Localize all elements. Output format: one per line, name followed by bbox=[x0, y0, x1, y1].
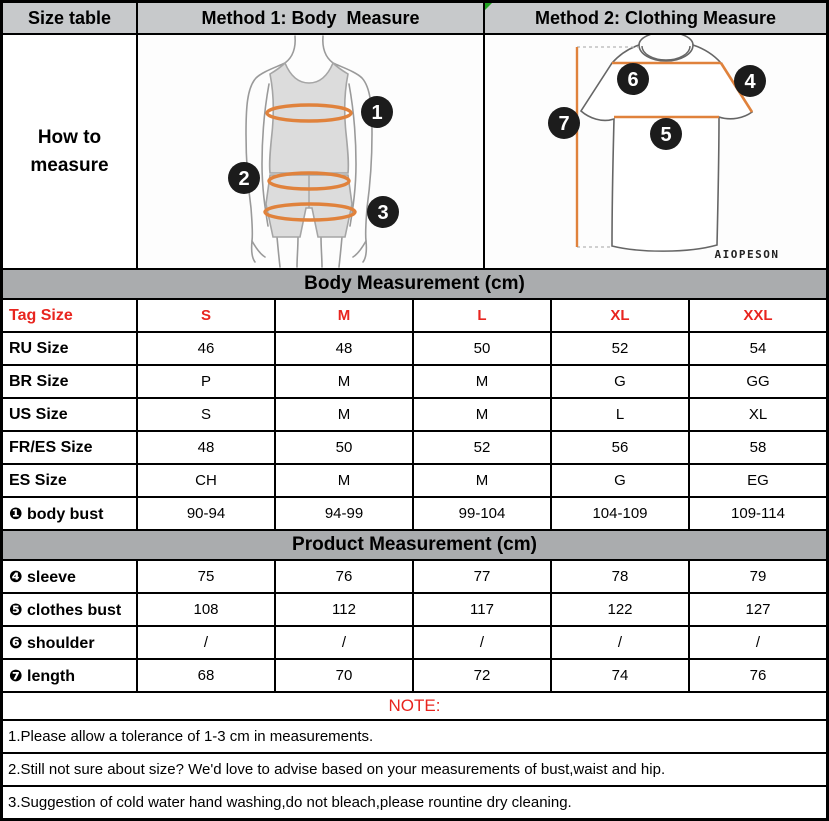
note-item: 1.Please allow a tolerance of 1-3 cm in measurements. bbox=[3, 721, 826, 752]
row-label: FR/ES Size bbox=[3, 432, 136, 463]
table-cell: 68 bbox=[138, 660, 274, 691]
table-cell: 104-109 bbox=[552, 498, 688, 529]
marker-6-label: 6 bbox=[627, 69, 639, 91]
table-cell: 52 bbox=[414, 432, 550, 463]
table-cell: 48 bbox=[138, 432, 274, 463]
size-col-header: XXL bbox=[690, 300, 826, 331]
marker-7-label: 7 bbox=[558, 113, 570, 135]
body-figure-illustration bbox=[138, 35, 483, 268]
table-cell: / bbox=[138, 627, 274, 658]
table-cell: 50 bbox=[276, 432, 412, 463]
body-measurement-title: Body Measurement (cm) bbox=[3, 270, 826, 298]
table-cell: 54 bbox=[690, 333, 826, 364]
table-cell: 70 bbox=[276, 660, 412, 691]
table-cell: 117 bbox=[414, 594, 550, 625]
table-cell: 77 bbox=[414, 561, 550, 592]
row-label: ❻ shoulder bbox=[3, 627, 136, 658]
table-cell: 50 bbox=[414, 333, 550, 364]
table-cell: 127 bbox=[690, 594, 826, 625]
row-label: ❶ body bust bbox=[3, 498, 136, 529]
table-cell: G bbox=[552, 366, 688, 397]
size-col-header: XL bbox=[552, 300, 688, 331]
row-label: RU Size bbox=[3, 333, 136, 364]
tag-size-header: Tag Size bbox=[3, 300, 136, 331]
brand-text: AIOPESON bbox=[714, 248, 780, 261]
row-label: ❺ clothes bust bbox=[3, 594, 136, 625]
size-col-header: L bbox=[414, 300, 550, 331]
note-title: NOTE: bbox=[3, 693, 826, 719]
body-measure-diagram bbox=[138, 35, 483, 268]
size-col-header: M bbox=[276, 300, 412, 331]
table-cell: EG bbox=[690, 465, 826, 496]
table-cell: 58 bbox=[690, 432, 826, 463]
table-cell: P bbox=[138, 366, 274, 397]
clothing-measure-diagram bbox=[485, 35, 826, 268]
table-cell: 112 bbox=[276, 594, 412, 625]
table-cell: M bbox=[276, 465, 412, 496]
table-cell: 79 bbox=[690, 561, 826, 592]
body-measurement-table bbox=[3, 300, 826, 529]
marker-2-label: 2 bbox=[238, 168, 250, 190]
table-cell: 74 bbox=[552, 660, 688, 691]
row-label: ❹ sleeve bbox=[3, 561, 136, 592]
table-cell: 108 bbox=[138, 594, 274, 625]
row-label: US Size bbox=[3, 399, 136, 430]
table-cell: 72 bbox=[414, 660, 550, 691]
how-to-measure-label: How to measure bbox=[3, 35, 136, 268]
table-cell: M bbox=[276, 366, 412, 397]
row-label: BR Size bbox=[3, 366, 136, 397]
table-cell: 94-99 bbox=[276, 498, 412, 529]
table-cell: M bbox=[414, 465, 550, 496]
method2-header bbox=[485, 3, 826, 33]
table-cell: M bbox=[276, 399, 412, 430]
size-table-header: Size table bbox=[3, 3, 136, 33]
table-cell: 52 bbox=[552, 333, 688, 364]
size-col-header: S bbox=[138, 300, 274, 331]
table-cell: 99-104 bbox=[414, 498, 550, 529]
table-cell: / bbox=[276, 627, 412, 658]
product-measurement-table bbox=[3, 561, 826, 691]
illustration-row bbox=[3, 35, 826, 268]
marker-5-label: 5 bbox=[660, 124, 672, 146]
table-cell: M bbox=[414, 399, 550, 430]
table-cell: 76 bbox=[690, 660, 826, 691]
table-cell: G bbox=[552, 465, 688, 496]
table-cell: 48 bbox=[276, 333, 412, 364]
table-cell: XL bbox=[690, 399, 826, 430]
row-label: ❼ length bbox=[3, 660, 136, 691]
table-cell: S bbox=[138, 399, 274, 430]
row-label: ES Size bbox=[3, 465, 136, 496]
table-cell: / bbox=[552, 627, 688, 658]
marker-3-label: 3 bbox=[377, 202, 389, 224]
method1-header: Method 1: Body Measure bbox=[138, 3, 483, 33]
table-cell: CH bbox=[138, 465, 274, 496]
table-cell: 122 bbox=[552, 594, 688, 625]
table-cell: 56 bbox=[552, 432, 688, 463]
notes-list bbox=[3, 721, 826, 818]
tshirt-illustration bbox=[485, 35, 826, 268]
table-cell: 76 bbox=[276, 561, 412, 592]
table-cell: 75 bbox=[138, 561, 274, 592]
table-cell: 109-114 bbox=[690, 498, 826, 529]
marker-1-label: 1 bbox=[371, 102, 383, 124]
table-cell: 78 bbox=[552, 561, 688, 592]
marker-4-label: 4 bbox=[744, 71, 756, 93]
table-cell: / bbox=[414, 627, 550, 658]
note-item: 2.Still not sure about size? We'd love to advise based on your measurements of bust,waist and hip. bbox=[3, 754, 826, 785]
excel-comment-marker-icon bbox=[485, 3, 492, 10]
table-cell: 90-94 bbox=[138, 498, 274, 529]
table-cell: 46 bbox=[138, 333, 274, 364]
note-item: 3.Suggestion of cold water hand washing,do not bleach,please rountine dry cleaning. bbox=[3, 787, 826, 818]
table-cell: M bbox=[414, 366, 550, 397]
method2-header-label: Method 2: Clothing Measure bbox=[534, 7, 776, 28]
table-cell: / bbox=[690, 627, 826, 658]
top-header-row bbox=[3, 3, 826, 33]
product-measurement-title: Product Measurement (cm) bbox=[3, 531, 826, 559]
table-cell: L bbox=[552, 399, 688, 430]
table-cell: GG bbox=[690, 366, 826, 397]
